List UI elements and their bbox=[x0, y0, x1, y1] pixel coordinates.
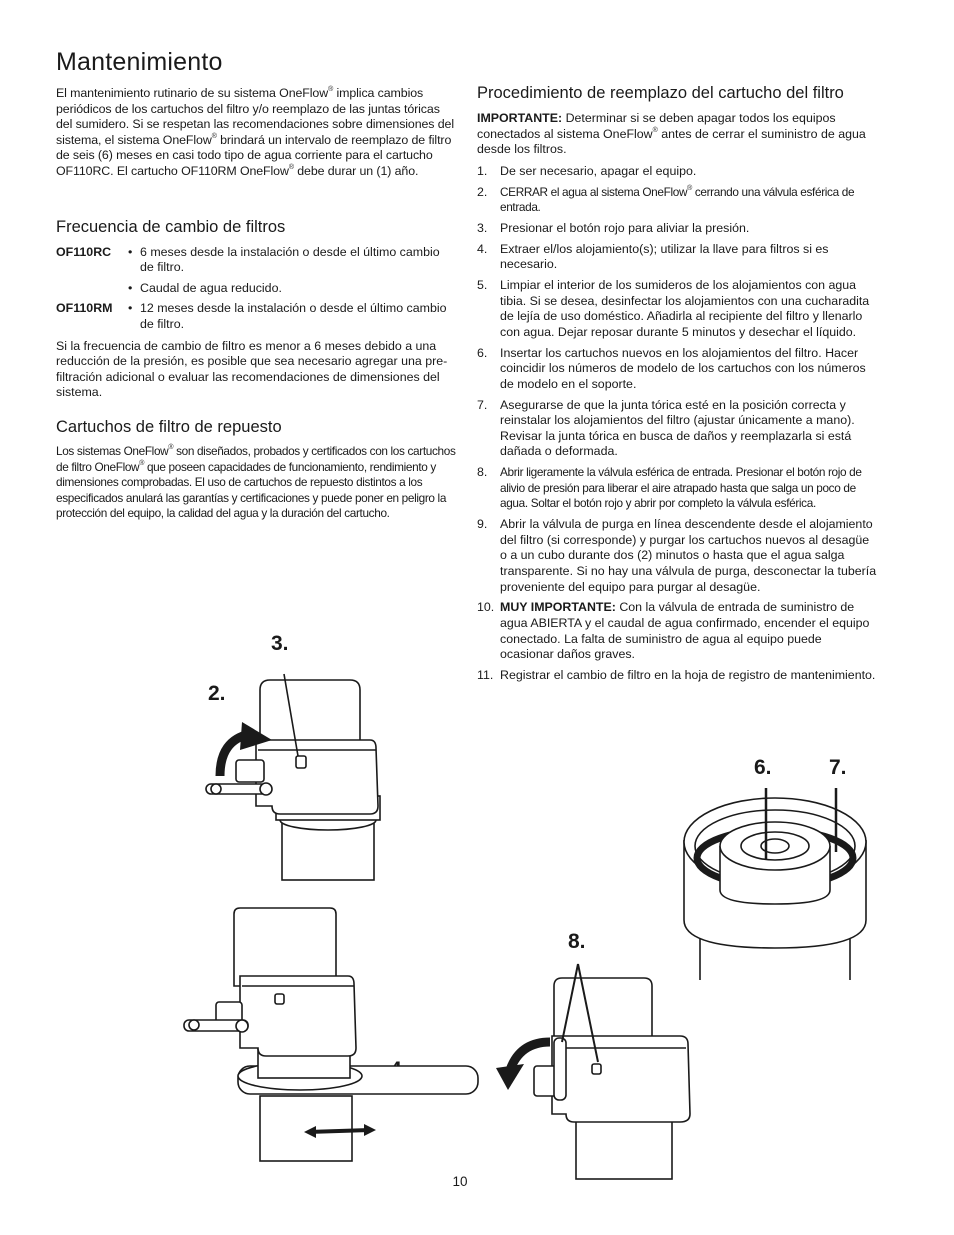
list-item: 9. Abrir la válvula de purga en línea descendente desde el alojamiento del filtro (si corresponde) y purgar los cartuchos nuevos al desagüe o a un cubo durante dos (2) minutos o hasta que el agua salga transparente. Si no hay una válvula de purga, desconectar la tubería proveniente del equipo para purgar al desagüe. bbox=[477, 517, 877, 594]
procedure-steps bbox=[477, 164, 877, 684]
list-item: 1. De ser necesario, apagar el equipo. bbox=[477, 163, 697, 178]
intro-paragraph: El mantenimiento rutinario de su sistema OneFlow® implica cambios periódicos de los cartuchos del filtro y/o reemplazo de las juntas tóricas del sumidero. Si se respetan las recomendaciones sobre dimensiones del sistema, el sistema OneFlow® brindará un intervalo de reemplazo de filtro de seis (6) meses en casi todo tipo de agua corriente para el cartucho OF110RC. El cartucho OF110RM OneFlow® debe durar un (1) año. bbox=[56, 86, 454, 178]
frequency-heading: Frecuencia de cambio de filtros bbox=[56, 217, 286, 236]
list-item: 4. Extraer el/los alojamiento(s); utilizar la llave para filtros si es necesario. bbox=[477, 241, 829, 272]
list-item: 11. Registrar el cambio de filtro en la hoja de registro de mantenimiento. bbox=[477, 667, 876, 682]
replacement-paragraph: Los sistemas OneFlow® son diseñados, probados y certificados con los cartuchos de filtro OneFlow® que poseen capacidades de funcionamiento, rendimiento y dimensiones comprobadas. El uso de cartuchos de repuesto distintos a los especificados anulará las garantías y certificaciones y puede poner en peligro la protección del equipo, la calidad del agua y la duración del cartucho. bbox=[56, 443, 456, 521]
callout-7: 7. bbox=[829, 756, 847, 779]
callout-6: 6. bbox=[754, 756, 772, 779]
model-code: OF110RM bbox=[56, 301, 113, 316]
list-item: 7. Asegurarse de que la junta tórica esté en la posición correcta y reinstalar los alojamientos del filtro (ajustar únicamente a mano). Revisar la junta tórica en busca de daños y reemplazarla si está dañada o deformada. bbox=[477, 397, 855, 459]
list-item: 10. MUY IMPORTANTE: Con la válvula de entrada de suministro de agua ABIERTA y el caudal de agua confirmado, encender el equipo conectado. La falta de suministro de agua al equipo puede ocasionar daños graves. bbox=[477, 600, 870, 662]
frequency-row: OF110RM • 12 meses desde la instalación o desde el último cambio de filtro. bbox=[56, 301, 447, 331]
right-column bbox=[477, 84, 877, 689]
frequency-row: OF110RC • 6 meses desde la instalación o desde el último cambio de filtro. bbox=[56, 244, 440, 275]
housing-top-illustration bbox=[680, 780, 880, 980]
page-number: 10 bbox=[452, 1174, 468, 1189]
replacement-heading: Cartuchos de filtro de repuesto bbox=[56, 417, 282, 436]
list-item: 2. CERRAR el agua al sistema OneFlow® cerrando una válvula esférica de entrada. bbox=[477, 184, 855, 215]
list-item: 8. Abrir ligeramente la válvula esférica de entrada. Presionar el botón rojo de alivio de presión para liberar el aire atrapado hasta que salga un poco de agua. Soltar el botón rojo y abrir por completo la válvula esférica. bbox=[477, 465, 862, 511]
callout-2: 2. bbox=[208, 682, 226, 705]
page-title: Mantenimiento bbox=[56, 48, 223, 76]
procedure-heading: Procedimiento de reemplazo del cartucho del filtro bbox=[477, 84, 844, 102]
bleed-illustration bbox=[494, 964, 694, 1179]
model-code bbox=[56, 281, 128, 297]
list-item: 6. Insertar los cartuchos nuevos en los alojamientos del filtro. Hacer coincidir los números de modelo de los cartuchos con los números de modelo en el soporte. bbox=[477, 345, 866, 391]
valve-illustration bbox=[200, 670, 400, 880]
callout-3: 3. bbox=[271, 632, 289, 655]
model-code: OF110RC bbox=[56, 244, 112, 259]
frequency-note: Si la frecuencia de cambio de filtro es menor a 6 meses debido a una reducción de la presión, es posible que sea necesario agregar una pre-filtración adicional o evaluar las recomendaciones de dimensiones del sistema. bbox=[56, 338, 448, 400]
wrench-illustration bbox=[180, 906, 440, 1161]
callout-8: 8. bbox=[568, 930, 586, 953]
important-note: IMPORTANTE: Determinar si se deben apagar todos los equipos conectados al sistema OneFlow® antes de cerrar el suministro de agua desde los filtros. bbox=[477, 111, 866, 157]
left-column bbox=[56, 86, 456, 522]
frequency-row: • Caudal de agua reducido. bbox=[56, 281, 456, 297]
frequency-list bbox=[56, 245, 456, 333]
list-item: 3. Presionar el botón rojo para aliviar la presión. bbox=[477, 220, 750, 235]
list-item: 5. Limpiar el interior de los sumideros de los alojamientos con agua tibia. Si se desea, desinfectar los alojamientos con una cucharadita de lejía de uso doméstico. Añadirla al recipiente del filtro y llenarlo con agua. Dejar reposar durante 5 minutos y desechar el líquido. bbox=[477, 278, 870, 339]
